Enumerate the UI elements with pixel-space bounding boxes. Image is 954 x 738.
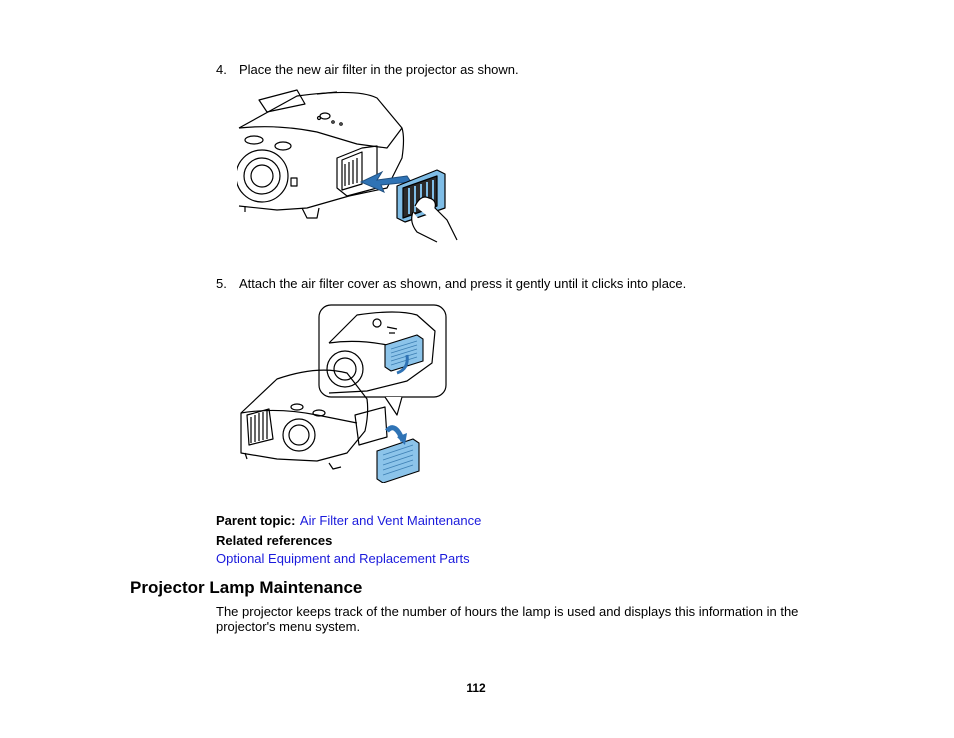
step-number: 5. bbox=[216, 276, 227, 291]
section-body: The projector keeps track of the number of hours the lamp is used and displays this information in the projector's menu system. bbox=[216, 604, 799, 634]
page-number: 112 bbox=[466, 681, 486, 695]
step-text: Place the new air filter in the projector as shown. bbox=[239, 62, 519, 77]
air-filter-cover-illustration bbox=[237, 303, 452, 483]
related-reference-link[interactable]: Optional Equipment and Replacement Parts bbox=[216, 551, 470, 566]
parent-topic-link[interactable]: Air Filter and Vent Maintenance bbox=[299, 513, 482, 528]
air-filter-insert-illustration bbox=[237, 88, 477, 248]
section-title: Projector Lamp Maintenance bbox=[130, 578, 363, 597]
step-number: 4. bbox=[216, 62, 227, 77]
projector-cover-attach-drawing bbox=[237, 303, 452, 483]
parent-topic bbox=[216, 512, 481, 530]
parent-topic-label: Parent topic: bbox=[216, 513, 296, 528]
step-text: Attach the air filter cover as shown, and press it gently until it clicks into place. bbox=[239, 276, 687, 291]
projector-filter-insert-drawing bbox=[237, 88, 477, 248]
related-references-heading: Related references bbox=[216, 533, 333, 548]
